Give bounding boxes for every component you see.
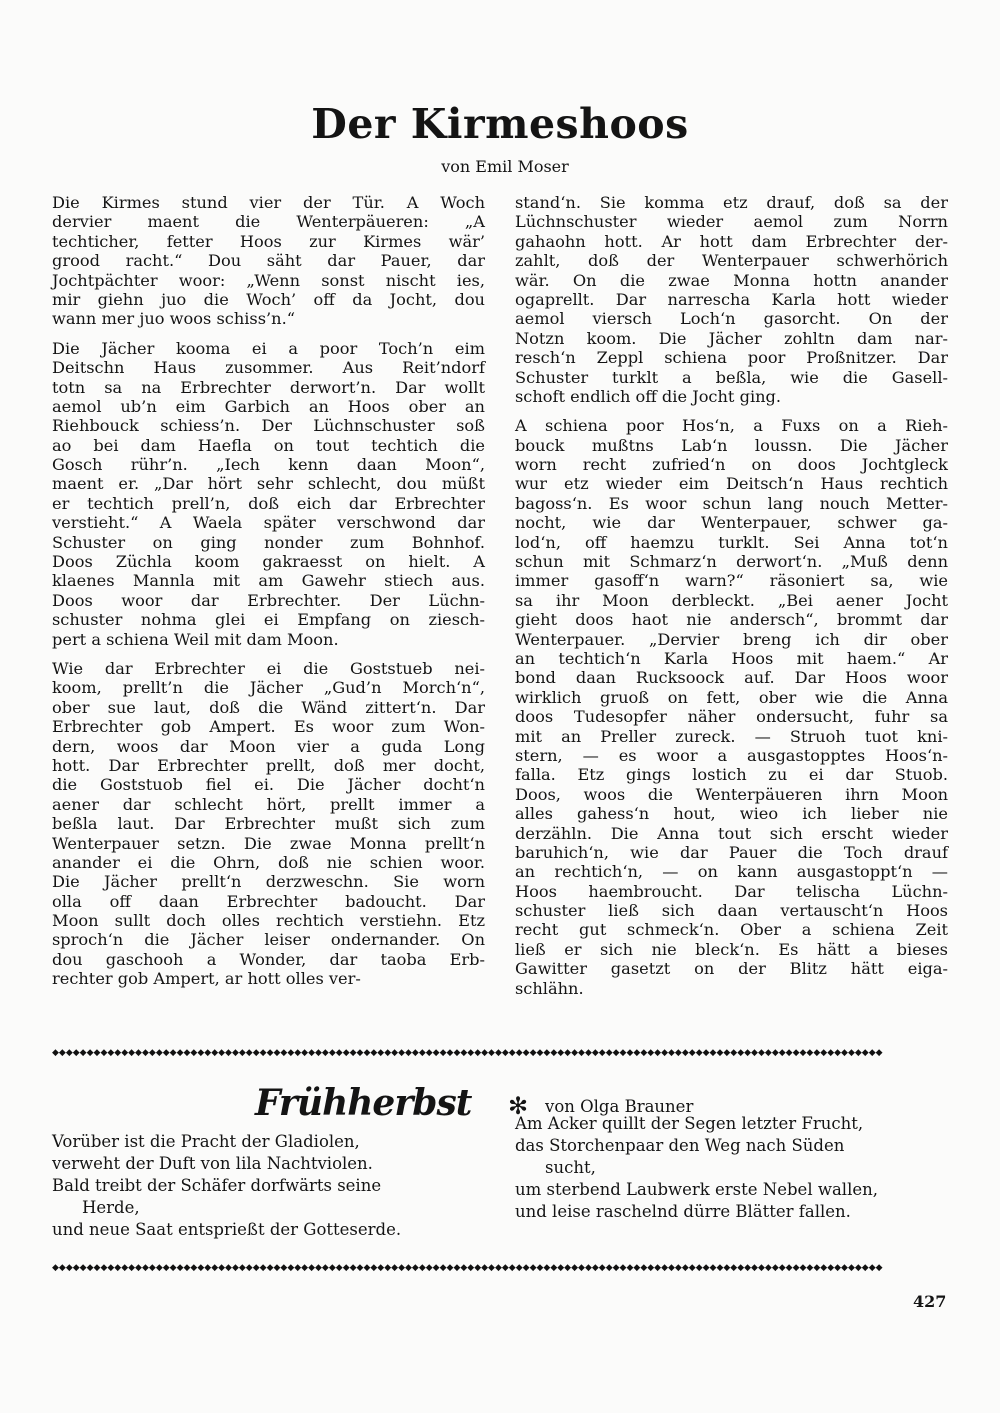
text-line: verstieht.“ A Waela später verschwond dar: [52, 513, 485, 533]
poem-author: von Olga Brauner: [545, 1097, 694, 1116]
text-line: maent er. „Dar hört sehr schlecht, dou müßt: [52, 474, 485, 494]
text-line: Deitschn Haus zusommer. Aus Reit’ndorf: [52, 358, 485, 378]
text-line: olla off daan Erbrechter badoucht. Dar: [52, 891, 485, 911]
text-line: stand‘n. Sie komma etz drauf, doß sa der: [515, 193, 948, 212]
text-line: Die Jächer prellt‘n derzweschn. Sie worn: [52, 872, 485, 892]
text-line: mit an Preller zureck. — Struoh tuot kni-: [515, 726, 948, 746]
paragraph: [52, 339, 485, 649]
text-line: schuster nohma glei ei Empfang on ziesch-: [52, 610, 485, 630]
text-line: stern, — es woor a ausgastopptes Hoos‘n-: [515, 745, 948, 765]
text-line: doos Tudesopfer näher ondersucht, fuhr sa: [515, 707, 948, 727]
text-line: Erbrechter gob Ampert. Es woor zum Won-: [52, 717, 485, 737]
poem-line: Bald treibt der Schäfer dorfwärts seine: [52, 1176, 382, 1195]
text-line: aemol ub’n eim Garbich an Hoos ober an: [52, 396, 485, 416]
text-line: anander ei die Ohrn, doß nie schien woor.: [52, 852, 485, 872]
text-line: pert a schiena Weil mit dam Moon.: [52, 629, 339, 649]
text-line: Schuster on ging nonder zum Bohnhof.: [52, 532, 485, 552]
article-author: von Emil Moser: [441, 157, 569, 176]
text-line: Hoos haembroucht. Dar telischa Lüchn-: [515, 881, 948, 901]
paragraph: [515, 416, 948, 998]
text-line: Wenterpauer. „Dervier breng ich dir ober: [515, 629, 948, 649]
text-line: Wie dar Erbrechter ei die Goststueb nei-: [52, 658, 485, 678]
text-line: schoft endlich off die Jocht ging.: [515, 386, 782, 406]
poem-line: um sterbend Laubwerk erste Nebel wallen,: [515, 1180, 878, 1199]
text-line: ließ er sich nie bleck‘n. Es hätt a bieses: [515, 939, 948, 959]
text-line: Doos woor dar Erbrechter. Der Lüchn-: [52, 590, 485, 610]
text-line: klaenes Mannla mit am Gawehr stiech aus.: [52, 571, 485, 591]
article-right-column: [515, 193, 948, 1008]
page-number: 427: [913, 1292, 947, 1311]
text-line: an techtich‘n Karla Hoos mit haem.“ Ar: [515, 648, 948, 668]
text-line: recht gut schmeck‘n. Ober a schiena Zeit: [515, 920, 948, 940]
text-line: bagoss‘n. Es woor schun lang nouch Metter-: [515, 493, 948, 513]
poem-line: und leise raschelnd dürre Blätter fallen.: [515, 1202, 851, 1221]
poem-line: und neue Saat entsprießt der Gotteserde.: [52, 1220, 402, 1239]
text-line: Die Kirmes stund vier der Tür. A Woch: [52, 193, 485, 212]
text-line: nocht, wie dar Wenterpauer, schwer ga-: [515, 513, 948, 533]
asterisk-ornament: ✻: [508, 1092, 529, 1120]
text-line: Jochtpächter woor: „Wenn sonst nischt ies,: [52, 270, 485, 290]
text-line: falla. Etz gings lostich zu ei dar Stuob.: [515, 765, 948, 785]
text-line: Schuster turklt a beßla, wie die Gasell-: [515, 367, 948, 387]
text-line: baruhich‘n, wie dar Pauer die Toch drauf: [515, 842, 948, 862]
text-line: schuster ließ sich daan vertauscht‘n Hoos: [515, 901, 948, 921]
text-line: alles gahess‘n hout, wieo ich lieber nie: [515, 804, 948, 824]
text-line: hott. Dar Erbrechter prellt, doß mer docht,: [52, 755, 485, 775]
text-line: ao bei dam Haefla on tout techtich die: [52, 435, 485, 455]
text-line: resch‘n Zeppl schiena poor Proßnitzer. Dar: [515, 348, 948, 368]
text-line: techticher, fetter Hoos zur Kirmes wär’: [52, 231, 485, 251]
text-line: rechter gob Ampert, ar hott olles ver-: [52, 969, 361, 989]
text-line: wär. On die zwae Monna hottn anander: [515, 270, 948, 290]
text-line: aener dar schlecht hört, prellt immer a: [52, 794, 485, 814]
text-line: Gosch rühr’n. „Iech kenn daan Moon“,: [52, 455, 485, 475]
text-line: koom, prellt’n die Jächer „Gud’n Morch‘n“,: [52, 678, 485, 698]
poem-line: sucht,: [545, 1158, 596, 1177]
poem-line: Am Acker quillt der Segen letzter Frucht,: [515, 1114, 864, 1133]
text-line: grood racht.“ Dou säht dar Pauer, dar: [52, 251, 485, 271]
poem-line: Vorüber ist die Pracht der Gladiolen,: [52, 1132, 360, 1151]
text-line: gahaohn hott. Ar hott dam Erbrechter der-: [515, 231, 948, 251]
text-line: Doos Züchla koom gakraesst on hielt. A: [52, 552, 485, 572]
text-line: er techtich prell’n, doß eich dar Erbrechter: [52, 493, 485, 513]
text-line: Wenterpauer setzn. Die zwae Monna prellt‘n: [52, 833, 485, 853]
paragraph: [515, 193, 948, 406]
text-line: derzähln. Die Anna tout sich erscht wieder: [515, 823, 948, 843]
article-title: Der Kirmeshoos: [311, 100, 689, 148]
text-line: dou gaschooh a Wonder, dar taoba Erb-: [52, 949, 485, 969]
diamond-divider: ◆◆◆◆◆◆◆◆◆◆◆◆◆◆◆◆◆◆◆◆◆◆◆◆◆◆◆◆◆◆◆◆◆◆◆◆◆◆◆◆◆◆◆◆◆◆◆◆◆◆◆◆◆◆◆◆◆◆◆◆◆◆◆◆◆◆◆◆◆◆◆◆◆◆◆◆◆◆◆◆◆◆◆◆◆◆◆◆◆◆◆◆◆◆◆◆◆◆◆◆◆◆◆◆◆◆◆◆◆◆◆◆◆◆◆◆◆◆◆◆: [52, 1263, 883, 1273]
text-line: Moon sullt doch olles rechtich verstiehn. Etz: [52, 911, 485, 931]
text-line: wirklich gruoß on fett, ober wie die Anna: [515, 687, 948, 707]
text-line: Lüchnschuster wieder aemol zum Norrn: [515, 212, 948, 232]
text-line: mir giehn juo die Woch’ off da Jocht, dou: [52, 289, 485, 309]
text-line: Gawitter gasetzt on der Blitz hätt eiga-: [515, 959, 948, 979]
paragraph: [52, 193, 485, 329]
text-line: Riehbouck schiess’n. Der Lüchnschuster soß: [52, 416, 485, 436]
poem-title: Frühherbst: [255, 1082, 472, 1124]
text-line: wann mer juo woos schiss’n.“: [52, 309, 296, 329]
poem-line: das Storchenpaar den Weg nach Süden: [515, 1136, 845, 1155]
text-line: sproch‘n die Jächer leiser ondernander. On: [52, 930, 485, 950]
text-line: dervier maent die Wenterpäueren: „A: [52, 212, 485, 232]
text-line: immer gasoff‘n warn?“ räsoniert sa, wie: [515, 571, 948, 591]
text-line: A schiena poor Hos‘n, a Fuxs on a Rieh-: [515, 416, 948, 436]
text-line: zahlt, doß der Wenterpauer schwerhörich: [515, 251, 948, 271]
text-line: schlähn.: [515, 978, 584, 998]
text-line: ogaprellt. Dar narrescha Karla hott wieder: [515, 289, 948, 309]
text-line: an rechtich‘n, — on kann ausgastoppt‘n —: [515, 862, 948, 882]
text-line: Die Jächer kooma ei a poor Toch’n eim: [52, 338, 485, 358]
text-line: schun mit Schmarz‘n derwort‘n. „Muß denn: [515, 552, 948, 572]
text-line: wur etz wieder eim Deitsch‘n Haus rechtich: [515, 474, 948, 494]
text-line: lod‘n, off haemzu turklt. Sei Anna tot‘n: [515, 532, 948, 552]
text-line: die Goststuob fiel ei. Die Jächer docht‘n: [52, 775, 485, 795]
text-line: gieht doos haot nie andersch“, brommt dar: [515, 610, 948, 630]
poem-line: Herde,: [82, 1198, 140, 1217]
article-left-column: [52, 193, 485, 999]
poem-left-stanza: [52, 1131, 486, 1241]
diamond-divider: ◆◆◆◆◆◆◆◆◆◆◆◆◆◆◆◆◆◆◆◆◆◆◆◆◆◆◆◆◆◆◆◆◆◆◆◆◆◆◆◆◆◆◆◆◆◆◆◆◆◆◆◆◆◆◆◆◆◆◆◆◆◆◆◆◆◆◆◆◆◆◆◆◆◆◆◆◆◆◆◆◆◆◆◆◆◆◆◆◆◆◆◆◆◆◆◆◆◆◆◆◆◆◆◆◆◆◆◆◆◆◆◆◆◆◆◆◆◆◆◆: [52, 1048, 883, 1058]
text-line: beßla laut. Dar Erbrechter mußt sich zum: [52, 814, 485, 834]
text-line: Doos, woos die Wenterpäueren ihrn Moon: [515, 784, 948, 804]
text-line: ober sue laut, doß die Wänd zittert‘n. Dar: [52, 697, 485, 717]
text-line: dern, woos dar Moon vier a guda Long: [52, 736, 485, 756]
text-line: bond daan Rucksoock auf. Dar Hoos woor: [515, 668, 948, 688]
poem-right-stanza: [515, 1113, 955, 1223]
text-line: bouck mußtns Lab‘n loussn. Die Jächer: [515, 435, 948, 455]
text-line: sa ihr Moon derbleckt. „Bei aener Jocht: [515, 590, 948, 610]
text-line: aemol viersch Loch‘n gasorcht. On der: [515, 309, 948, 329]
paragraph: [52, 659, 485, 989]
text-line: totn sa na Erbrechter derwort’n. Dar wollt: [52, 377, 485, 397]
text-line: worn recht zufried‘n on doos Jochtgleck: [515, 455, 948, 475]
text-line: Notzn koom. Die Jächer zohltn dam nar-: [515, 328, 948, 348]
poem-line: verweht der Duft von lila Nachtviolen.: [52, 1154, 373, 1173]
